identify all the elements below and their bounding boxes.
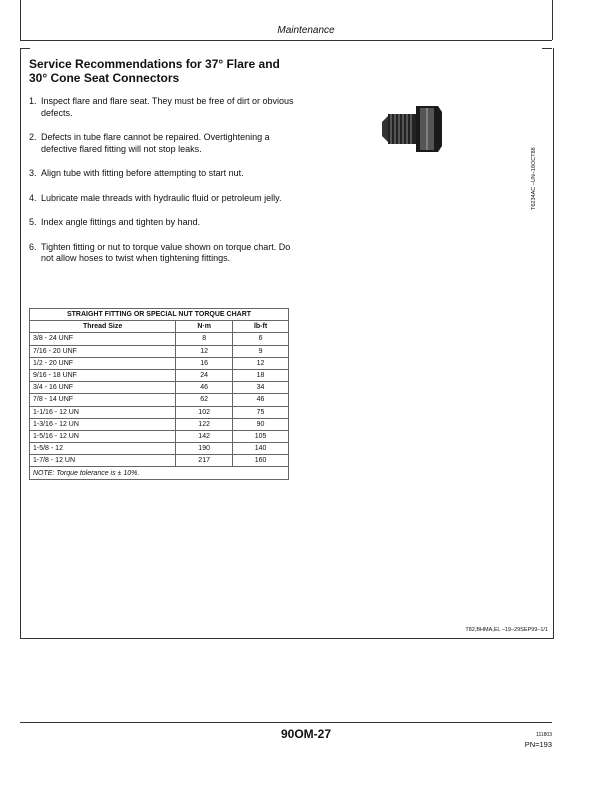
list-item: 5. Index angle fittings and tighten by hand. bbox=[29, 217, 201, 227]
table-row: 1-1/16 - 12 UN 102 75 bbox=[30, 406, 289, 418]
header-rule bbox=[20, 40, 552, 41]
table-caption: STRAIGHT FITTING OR SPECIAL NUT TORQUE CHART bbox=[30, 309, 289, 321]
list-item: 2. Defects in tube flare cannot be repaired. Overtightening a defective flared fitting will not stop leaks. bbox=[29, 132, 270, 154]
list-item: 6. Tighten fitting or nut to torque value shown on torque chart. Do not allow hoses to twist when tightening fittings. bbox=[29, 241, 291, 263]
table-row: 1-5/8 - 12 190 140 bbox=[30, 443, 289, 455]
table-row: 1-5/16 - 12 UN 142 105 bbox=[30, 430, 289, 442]
list-item: 1. Inspect flare and flare seat. They must be free of dirt or obvious defects. bbox=[29, 96, 294, 118]
table-row: 1-3/16 - 12 UN 122 90 bbox=[30, 418, 289, 430]
column-header: Thread Size bbox=[30, 321, 176, 333]
pn-number: PN=193 bbox=[524, 740, 552, 749]
doc-code: 111803 bbox=[536, 732, 552, 738]
table-row: 3/8 - 24 UNF 8 6 bbox=[30, 333, 289, 345]
table-row: 7/16 - 20 UNF 12 9 bbox=[30, 345, 289, 357]
column-header: lb-ft bbox=[233, 321, 289, 333]
steps-list bbox=[29, 96, 294, 278]
table-row: 3/4 - 16 UNF 46 34 bbox=[30, 382, 289, 394]
footer-rule bbox=[20, 722, 552, 723]
table-row: 9/16 - 18 UNF 24 18 bbox=[30, 369, 289, 381]
figure-id: T6234AC –UN–18OCT88 bbox=[531, 147, 537, 210]
list-item: 3. Align tube with fitting before attempting to start nut. bbox=[29, 168, 244, 178]
table-row: 1/2 - 20 UNF 16 12 bbox=[30, 357, 289, 369]
torque-table bbox=[29, 308, 289, 480]
table-row: 7/8 - 14 UNF 62 46 bbox=[30, 394, 289, 406]
list-item: 4. Lubricate male threads with hydraulic fluid or petroleum jelly. bbox=[29, 192, 282, 203]
box-top-right-tick bbox=[542, 48, 552, 49]
page-title: Service Recommendations for 37° Flare and 30° Cone Seat Connectors bbox=[29, 57, 280, 85]
flare-fitting-icon bbox=[378, 100, 448, 160]
footer-reference: T82,BHMA,EL –19–29SEP99–1/1 bbox=[465, 627, 548, 633]
box-top-left-tick bbox=[20, 48, 30, 49]
table-note: NOTE: Torque tolerance is ± 10%. bbox=[30, 467, 289, 479]
section-header: Maintenance bbox=[277, 25, 335, 36]
table-row: 1-7/8 - 12 UN 217 160 bbox=[30, 455, 289, 467]
page-number: 90OM-27 bbox=[280, 727, 332, 741]
column-header: N·m bbox=[176, 321, 233, 333]
